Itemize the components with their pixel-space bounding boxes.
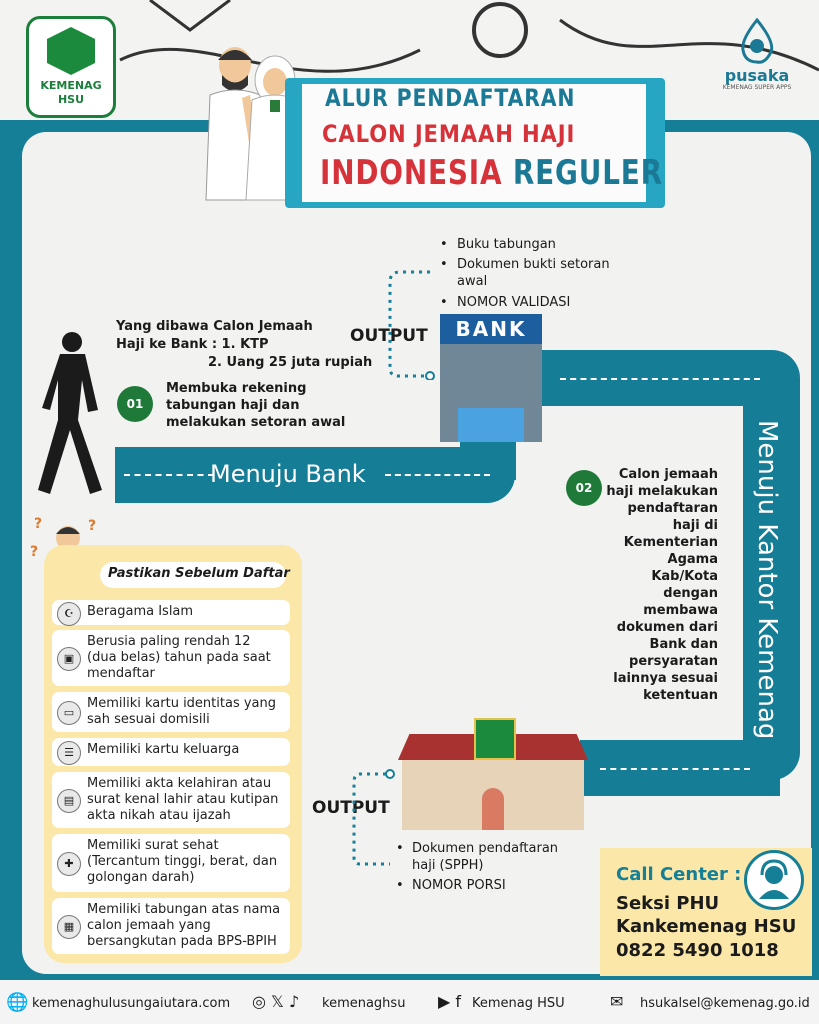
path-dash-4 (600, 768, 750, 770)
crescent-icon: ☪ (57, 602, 81, 626)
kemenag-output-2: NOMOR PORSI (412, 878, 506, 893)
document-icon: ▤ (57, 789, 81, 813)
pusaka-tagline: KEMENAG SUPER APPS (722, 84, 792, 91)
kemenag-output-1: Dokumen pendaftaran haji (SPPH) (412, 841, 559, 873)
path-dash-3 (560, 378, 760, 380)
logo-line1: KEMENAG (40, 79, 102, 92)
id-card-icon: ▣ (57, 647, 81, 671)
svg-text:?: ? (88, 518, 97, 534)
title-line3-indonesia: INDONESIA (320, 153, 503, 193)
path-dash-1 (124, 474, 214, 476)
bank-sign: BANK (440, 314, 542, 344)
kemenag-output-bullet-2: • (396, 878, 404, 893)
headset-agent-icon (744, 850, 804, 910)
checklist-item: ☪ Beragama Islam (52, 600, 290, 625)
bank-output-1: Buku tabungan (457, 237, 556, 252)
checklist-item: ✚ Memiliki surat sehat (Tercantum tinggi, berat, dan golongan darah) (52, 834, 290, 892)
title-line3 (320, 153, 663, 193)
youtube-facebook-icons: ▶ f (438, 992, 462, 1011)
bank-output-bullet-1: • (440, 237, 448, 252)
bank-output-label: OUTPUT (350, 326, 428, 346)
pusaka-logo (714, 18, 800, 108)
pusaka-drop-icon (737, 18, 777, 64)
bring-line3: 2. Uang 25 juta rupiah (208, 355, 373, 370)
bank-output-2: Dokumen bukti setoran awal (457, 257, 610, 289)
globe-icon: 🌐 (6, 992, 29, 1013)
call-center-line2: Kankemenag HSU (616, 916, 797, 937)
checklist-item: ☰ Memiliki kartu keluarga (52, 738, 290, 766)
bring-title: Yang dibawa Calon Jemaah (116, 319, 313, 334)
step1-badge: 01 (117, 386, 153, 422)
kemenag-door (482, 788, 504, 830)
call-center-line1: Seksi PHU (616, 893, 720, 914)
path-dash-2 (385, 474, 490, 476)
svg-text:?: ? (34, 516, 43, 532)
kemenag-emblem-icon (47, 27, 95, 75)
bank-output-bullet-2: • (440, 257, 448, 272)
kemenag-output-arrow (350, 766, 398, 870)
bank-output-arrow (386, 250, 436, 380)
footer-channel[interactable]: Kemenag HSU (472, 996, 565, 1011)
step1-text: Membuka rekening tabungan haji dan melakukan setoran awal (166, 381, 346, 430)
headset-icon (747, 853, 801, 907)
menuju-bank-label: Menuju Bank (210, 460, 366, 488)
kemenag-emblem-icon (474, 718, 516, 760)
bring-line2: Haji ke Bank : 1. KTP (116, 337, 269, 352)
svg-text:?: ? (30, 544, 39, 560)
walking-man-illustration (30, 330, 115, 500)
title-line2: CALON JEMAAH HAJI (322, 120, 576, 148)
footer-social[interactable]: kemenaghsu (322, 996, 406, 1011)
footer-email[interactable]: hsukalsel@kemenag.go.id (640, 996, 810, 1011)
footer-website[interactable]: kemenaghulusungaiutara.com (32, 996, 231, 1011)
social-icons: ◎ 𝕏 ♪ (252, 992, 300, 1011)
title-line3-reguler: REGULER (502, 153, 663, 193)
call-center-phone: 0822 5490 1018 (616, 940, 779, 961)
step2-text: Calon jemaah haji melakukan pendaftaran haji di Kementerian Agama Kab/Kota dengan membawa dokumen dari Bank dan persyaratan lainnya sesuai ketentuan (606, 467, 718, 703)
pusaka-name: pusaka (724, 66, 790, 85)
kemenag-output-label: OUTPUT (312, 798, 390, 818)
menuju-kemenag-label: Menuju Kantor Kemenag (752, 420, 782, 740)
checklist-item: ▤ Memiliki akta kelahiran atau surat kenal lahir atau kutipan akta nikah atau ijazah (52, 772, 290, 828)
family-card-icon: ☰ (57, 741, 81, 765)
kemenag-output-bullet-1: • (396, 841, 404, 856)
card-icon: ▭ (57, 701, 81, 725)
bank-output-3: NOMOR VALIDASI (457, 295, 571, 310)
bank-output-bullet-3: • (440, 295, 448, 310)
kemenag-building (398, 718, 588, 830)
checklist-title: Pastikan Sebelum Daftar (108, 566, 290, 581)
email-icon: ✉ (610, 992, 624, 1011)
bank-building (440, 314, 542, 442)
checklist-item: ▣ Berusia paling rendah 12 (dua belas) tahun pada saat mendaftar (52, 630, 290, 686)
call-center-label: Call Center : (616, 864, 742, 885)
logo-line2: HSU (57, 93, 85, 106)
title-line1: ALUR PENDAFTARAN (325, 84, 576, 112)
bank-door (458, 408, 524, 442)
health-icon: ✚ (57, 852, 81, 876)
kemenag-logo (26, 16, 116, 118)
checklist-item: ▦ Memiliki tabungan atas nama calon jemaah yang bersangkutan pada BPS-BPIH (52, 898, 290, 954)
checklist-item: ▭ Memiliki kartu identitas yang sah sesuai domisili (52, 692, 290, 732)
savings-icon: ▦ (57, 915, 81, 939)
step2-badge: 02 (566, 470, 602, 506)
